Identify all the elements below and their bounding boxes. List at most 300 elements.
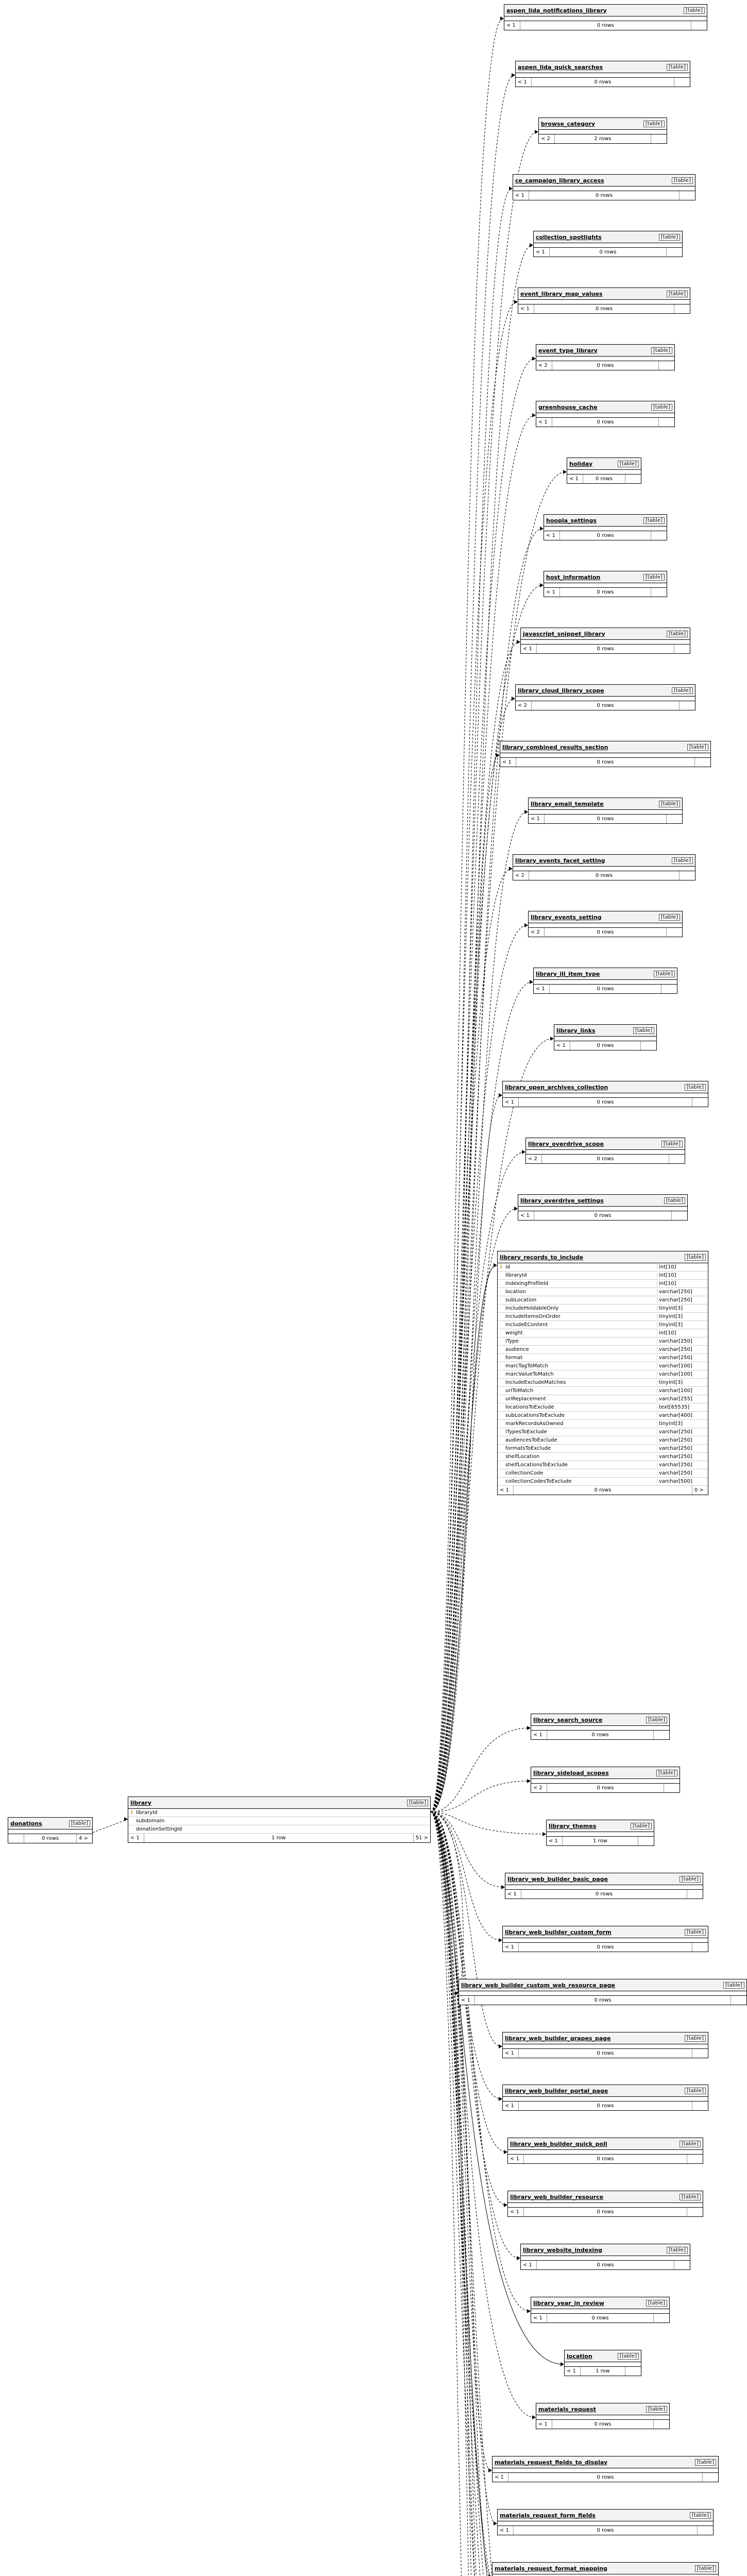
table-name[interactable]: holiday <box>569 460 593 467</box>
parent-count[interactable]: < 1 <box>565 2367 581 2376</box>
parent-count[interactable]: < 1 <box>521 2261 537 2269</box>
child-count[interactable] <box>667 928 682 937</box>
parent-count[interactable]: < 1 <box>531 2314 547 2323</box>
child-count[interactable] <box>687 1890 703 1899</box>
table-ce-campaign-library-access[interactable] <box>513 174 695 200</box>
parent-count[interactable]: < 1 <box>128 1834 144 1842</box>
table-body-spacer <box>513 867 695 871</box>
table-body-spacer <box>505 1885 703 1890</box>
table-name[interactable]: materials_request_format_mapping <box>495 2565 607 2572</box>
table-column-row[interactable] <box>498 1412 708 1420</box>
parent-count[interactable]: < 1 <box>518 304 534 313</box>
table-library-events-setting[interactable] <box>528 911 683 937</box>
table-name[interactable]: event_type_library <box>538 347 598 354</box>
table-name[interactable]: library_events_facet_setting <box>515 857 605 864</box>
table-name[interactable]: library_combined_results_section <box>502 743 608 751</box>
table-materials-request-format-mapping[interactable] <box>492 2562 719 2576</box>
table-body-spacer <box>498 2521 713 2526</box>
table-name[interactable]: materials_request_form_fields <box>500 2512 596 2519</box>
table-library-search-source[interactable] <box>531 1714 670 1740</box>
table-name[interactable]: materials_request_fields_to_display <box>495 2459 608 2466</box>
table-name[interactable]: library_sideload_scopes <box>533 1769 609 1776</box>
parent-count[interactable]: < 1 <box>534 248 550 257</box>
table-header <box>536 2403 669 2415</box>
table-library-open-archives-collection[interactable] <box>502 1081 708 1107</box>
table-column-row[interactable] <box>498 1296 708 1304</box>
parent-count[interactable]: < 1 <box>505 1890 521 1899</box>
table-column-row[interactable] <box>498 1461 708 1469</box>
child-count[interactable] <box>664 1784 680 1792</box>
child-count[interactable] <box>674 304 690 313</box>
table-name[interactable]: library_web_builder_portal_page <box>505 2087 608 2094</box>
parent-count[interactable]: < 2 <box>526 1155 542 1163</box>
table-collection-spotlights[interactable] <box>533 231 683 257</box>
table-header <box>534 231 682 243</box>
table-name[interactable]: collection_spotlights <box>536 233 602 241</box>
table-materials-request[interactable] <box>536 2403 670 2429</box>
table-header <box>529 911 682 923</box>
table-column-row[interactable] <box>498 1304 708 1313</box>
child-count[interactable] <box>667 248 682 257</box>
table-header <box>493 2456 718 2468</box>
table-type-badge: [table] <box>659 234 680 241</box>
table-header <box>516 685 695 697</box>
table-name[interactable]: library_ill_item_type <box>536 970 600 977</box>
table-name[interactable]: library_overdrive_settings <box>520 1197 604 1204</box>
column-name: marcValueToMatch <box>505 1371 554 1377</box>
child-count[interactable] <box>659 418 674 427</box>
table-header <box>508 2138 703 2150</box>
table-column-row[interactable] <box>128 1817 430 1825</box>
child-count[interactable] <box>731 1996 746 2005</box>
table-holiday[interactable] <box>567 457 641 484</box>
child-count[interactable] <box>654 2420 669 2429</box>
table-library-events-facet-setting[interactable] <box>513 854 695 880</box>
parent-count[interactable]: < 1 <box>498 1486 514 1495</box>
table-name[interactable]: greenhouse_cache <box>538 403 598 411</box>
table-name[interactable]: host_information <box>546 573 601 581</box>
table-type-badge: [table] <box>695 2565 716 2572</box>
child-count[interactable] <box>674 645 690 653</box>
relationship-arrowhead <box>501 1885 505 1889</box>
column-name: includeExcludeMatches <box>505 1380 566 1385</box>
table-aspen-lida-notifications-library[interactable] <box>504 4 707 30</box>
column-name: subLocationsToExclude <box>505 1413 565 1418</box>
relationship-line <box>431 1812 545 1834</box>
parent-count[interactable]: < 1 <box>536 2420 552 2429</box>
child-count[interactable] <box>692 2049 708 2058</box>
row-count: 0 rows <box>547 1731 654 1739</box>
table-column-row[interactable] <box>498 1280 708 1288</box>
table-name[interactable]: library <box>130 1799 151 1806</box>
table-body-spacer <box>536 2415 669 2420</box>
table-host-information[interactable] <box>544 571 667 597</box>
child-count[interactable] <box>672 1211 687 1220</box>
table-body-spacer <box>539 130 667 134</box>
column-name: locationsToExclude <box>505 1404 554 1410</box>
relationship-arrowhead <box>499 1093 502 1097</box>
relationship-line <box>431 1265 496 1812</box>
child-count[interactable] <box>654 1731 669 1739</box>
child-count[interactable] <box>674 78 690 87</box>
parent-count[interactable]: < 2 <box>536 361 552 370</box>
table-event-library-map-values[interactable] <box>518 287 690 314</box>
child-count[interactable] <box>692 1098 708 1107</box>
row-count: 0 rows <box>534 1211 672 1220</box>
child-count[interactable] <box>687 2155 703 2163</box>
table-name[interactable]: library_search_source <box>533 1716 603 1723</box>
row-count: 0 rows <box>524 2155 687 2163</box>
parent-count[interactable]: < 1 <box>518 1211 534 1220</box>
column-name: urlToMatch <box>505 1388 534 1394</box>
table-name[interactable]: library_email_template <box>531 800 604 807</box>
column-name: collectionCodesToExclude <box>505 1479 572 1484</box>
table-library[interactable] <box>128 1797 431 1843</box>
table-column-row[interactable] <box>498 1337 708 1346</box>
table-footer <box>554 1041 656 1050</box>
table-name[interactable]: location <box>567 2352 592 2360</box>
child-count[interactable] <box>625 2367 641 2376</box>
parent-count[interactable]: < 1 <box>521 645 537 653</box>
table-column-row[interactable] <box>498 1354 708 1362</box>
table-header <box>529 798 682 810</box>
parent-count[interactable]: < 1 <box>567 474 583 483</box>
row-count: 0 rows <box>537 645 674 653</box>
table-footer <box>503 2049 708 2058</box>
table-type-badge: [table] <box>646 1717 667 1723</box>
table-library-overdrive-scope[interactable] <box>525 1138 685 1164</box>
table-library-web-builder-grapes-page[interactable] <box>502 2032 708 2058</box>
parent-count[interactable] <box>8 1834 24 1843</box>
table-column-row[interactable] <box>498 1420 708 1428</box>
table-type-badge: [table] <box>672 857 693 864</box>
table-column-row[interactable] <box>128 1809 430 1817</box>
child-count[interactable] <box>687 2208 703 2216</box>
table-library-web-builder-portal-page[interactable] <box>502 2084 708 2111</box>
relationship-arrowhead <box>499 2097 502 2101</box>
parent-count[interactable]: < 1 <box>516 78 532 87</box>
table-name[interactable]: library_year_in_review <box>533 2299 604 2307</box>
column-type: varchar[400] <box>657 1413 706 1418</box>
table-header <box>531 1767 680 1779</box>
table-type-badge: [table] <box>659 914 680 921</box>
table-type-badge: [table] <box>69 1820 90 1827</box>
parent-count[interactable]: < 1 <box>508 2155 524 2163</box>
column-type: text[65535] <box>657 1404 706 1410</box>
table-name[interactable]: materials_request <box>538 2405 596 2413</box>
parent-count[interactable]: < 1 <box>504 21 520 30</box>
child-count[interactable]: 0 > <box>694 1487 704 1493</box>
parent-count[interactable]: < 2 <box>539 134 555 143</box>
table-name[interactable]: aspen_lida_quick_searches <box>518 63 603 71</box>
table-name[interactable]: library_open_archives_collection <box>505 1083 608 1091</box>
table-type-badge: [table] <box>618 461 639 467</box>
relationship-arrowhead <box>512 73 515 77</box>
table-name[interactable]: library_web_builder_custom_web_resource_page <box>461 1981 615 1989</box>
table-library-web-builder-quick-poll[interactable] <box>507 2138 703 2164</box>
parent-count[interactable]: < 1 <box>500 758 516 767</box>
column-type: int[10] <box>657 1264 706 1270</box>
child-count[interactable] <box>651 134 667 143</box>
table-column-row[interactable] <box>498 1321 708 1329</box>
column-type: varchar[250] <box>657 1338 706 1344</box>
child-count[interactable] <box>625 474 641 483</box>
row-count: 0 rows <box>542 1155 669 1163</box>
table-hoopla-settings[interactable] <box>544 514 667 540</box>
relationship-arrowhead <box>527 1726 531 1730</box>
column-type: varchar[255] <box>657 1396 706 1402</box>
table-footer <box>544 531 667 540</box>
table-header <box>128 1797 430 1809</box>
table-type-badge: [table] <box>685 1254 706 1261</box>
table-javascript-snippet-library[interactable] <box>520 628 690 654</box>
row-count: 0 rows <box>519 2102 692 2110</box>
table-column-row[interactable] <box>498 1436 708 1445</box>
table-name[interactable]: library_links <box>556 1027 596 1034</box>
parent-count[interactable]: < 1 <box>536 418 552 427</box>
column-name: iTypesToExclude <box>505 1429 547 1435</box>
table-column-row[interactable] <box>498 1478 708 1486</box>
table-footer <box>500 758 710 767</box>
relationship-arrowhead <box>530 243 533 247</box>
table-aspen-lida-quick-searches[interactable] <box>515 61 690 87</box>
parent-count[interactable]: < 1 <box>508 2208 524 2216</box>
table-browse-category[interactable] <box>538 117 667 144</box>
child-count[interactable] <box>669 1155 685 1163</box>
child-count[interactable] <box>680 701 695 710</box>
table-name[interactable]: hoopla_settings <box>546 517 597 524</box>
table-library-email-template[interactable] <box>528 798 683 824</box>
relationship-line <box>431 1812 491 2576</box>
table-library-web-builder-resource[interactable] <box>507 2191 703 2217</box>
child-count[interactable]: 51 > <box>415 1835 428 1841</box>
table-name[interactable]: javascript_snippet_library <box>523 630 605 637</box>
child-count[interactable] <box>641 1041 656 1050</box>
table-column-row[interactable] <box>498 1445 708 1453</box>
child-count[interactable] <box>661 985 677 993</box>
table-library-combined-results-section[interactable] <box>500 741 711 767</box>
parent-count[interactable]: < 2 <box>529 928 545 937</box>
relationship-arrowhead <box>550 1037 554 1041</box>
column-type: tinyint[3] <box>657 1322 706 1328</box>
table-library-links[interactable] <box>554 1024 657 1050</box>
child-count[interactable] <box>703 2473 718 2482</box>
table-footer <box>513 871 695 880</box>
parent-count[interactable]: < 1 <box>554 1041 570 1050</box>
table-name[interactable]: event_library_map_values <box>520 290 603 297</box>
column-type: varchar[100] <box>657 1371 706 1377</box>
table-column-row[interactable] <box>498 1263 708 1272</box>
child-count[interactable] <box>651 531 667 540</box>
table-library-website-indexing[interactable] <box>520 2244 690 2270</box>
row-count: 0 rows <box>550 248 667 257</box>
table-library-year-in-review[interactable] <box>531 2297 670 2323</box>
child-count[interactable] <box>654 2314 669 2323</box>
table-column-row[interactable] <box>498 1387 708 1395</box>
table-column-row[interactable] <box>128 1825 430 1834</box>
child-count[interactable] <box>651 588 667 597</box>
parent-count[interactable]: < 1 <box>459 1996 475 2005</box>
parent-count[interactable]: < 1 <box>531 1731 547 1739</box>
table-column-row[interactable] <box>498 1428 708 1436</box>
table-column-row[interactable] <box>498 1453 708 1461</box>
table-header <box>518 288 690 300</box>
table-name[interactable]: library_records_to_include <box>500 1253 584 1261</box>
relationship-arrowhead <box>527 2309 531 2313</box>
child-count[interactable] <box>680 871 695 880</box>
parent-count[interactable]: < 1 <box>503 2049 519 2058</box>
table-body-spacer <box>516 73 690 78</box>
relationship-arrowhead <box>488 2468 492 2472</box>
relationship-arrowhead <box>514 1207 518 1211</box>
table-column-row[interactable] <box>498 1403 708 1412</box>
table-name[interactable]: library_web_builder_custom_form <box>505 1928 612 1936</box>
table-header <box>544 571 667 583</box>
relationship-arrowhead <box>535 130 538 134</box>
table-donations[interactable] <box>8 1817 93 1843</box>
table-body-spacer <box>534 980 677 985</box>
table-library-themes[interactable] <box>546 1820 654 1846</box>
parent-count[interactable]: < 1 <box>503 1943 519 1952</box>
table-name[interactable]: library_overdrive_scope <box>528 1140 604 1147</box>
row-count: 0 rows <box>552 361 659 370</box>
child-count[interactable] <box>659 361 674 370</box>
parent-count[interactable]: < 2 <box>516 701 532 710</box>
child-count[interactable] <box>674 2261 690 2269</box>
table-column-row[interactable] <box>498 1395 708 1403</box>
table-name[interactable]: library_web_builder_quick_poll <box>510 2140 607 2147</box>
table-column-row[interactable] <box>498 1370 708 1379</box>
table-column-row[interactable] <box>498 1272 708 1280</box>
table-column-row[interactable] <box>498 1329 708 1337</box>
table-type-badge: [table] <box>631 1823 652 1829</box>
relationship-line <box>431 529 542 1812</box>
table-greenhouse-cache[interactable] <box>536 401 675 427</box>
child-count[interactable] <box>692 2102 708 2110</box>
table-column-row[interactable] <box>498 1379 708 1387</box>
child-count[interactable]: 4 > <box>79 1836 88 1841</box>
table-type-badge: [table] <box>685 2088 706 2094</box>
table-location[interactable] <box>564 2350 641 2376</box>
table-name[interactable]: library_cloud_library_scope <box>518 687 604 694</box>
table-footer <box>8 1834 92 1843</box>
table-name[interactable]: browse_category <box>541 120 596 127</box>
relationship-arrowhead <box>561 2362 564 2366</box>
relationship-arrowhead <box>527 1779 531 1783</box>
table-header <box>534 968 677 980</box>
row-count: 0 rows <box>534 304 674 313</box>
table-footer <box>508 2208 703 2216</box>
table-footer <box>498 1486 708 1495</box>
child-count[interactable] <box>667 815 682 823</box>
table-column-row[interactable] <box>498 1313 708 1321</box>
table-header <box>536 401 674 413</box>
table-type-badge: [table] <box>685 2035 706 2042</box>
parent-count[interactable]: < 1 <box>493 2473 508 2482</box>
table-library-web-builder-custom-form[interactable] <box>502 1926 708 1952</box>
table-library-records-to-include[interactable] <box>497 1251 708 1495</box>
child-count[interactable] <box>638 1837 654 1845</box>
table-name[interactable]: library_web_builder_basic_page <box>507 1875 608 1883</box>
table-name[interactable]: aspen_lida_notifications_library <box>506 7 607 14</box>
table-library-overdrive-settings[interactable] <box>518 1194 688 1221</box>
table-header <box>539 118 667 130</box>
relationship-arrowhead <box>496 753 500 757</box>
table-footer <box>529 928 682 937</box>
row-count: 0 rows <box>514 2526 698 2535</box>
parent-count[interactable]: < 1 <box>513 191 529 200</box>
parent-count[interactable]: < 2 <box>513 871 529 880</box>
table-body-spacer <box>503 1093 708 1098</box>
table-event-type-library[interactable] <box>536 344 675 370</box>
table-library-sideload-scopes[interactable] <box>531 1767 680 1793</box>
table-materials-request-fields-to-display[interactable] <box>492 2456 719 2482</box>
table-footer <box>508 2155 703 2163</box>
table-library-web-builder-custom-web-resource-page[interactable] <box>459 1979 747 2005</box>
parent-count[interactable]: < 1 <box>503 1098 519 1107</box>
table-column-row[interactable] <box>498 1288 708 1296</box>
table-library-web-builder-basic-page[interactable] <box>505 1873 703 1899</box>
parent-count[interactable]: < 1 <box>534 985 550 993</box>
table-header <box>547 1820 654 1832</box>
table-materials-request-form-fields[interactable] <box>497 2509 714 2535</box>
parent-count[interactable]: < 1 <box>498 2526 514 2535</box>
parent-count[interactable]: < 1 <box>503 2102 519 2110</box>
table-footer <box>498 2526 713 2535</box>
table-footer <box>521 645 690 653</box>
table-name[interactable]: library_web_builder_grapes_page <box>505 2035 611 2042</box>
row-count: 0 rows <box>532 78 674 87</box>
child-count[interactable] <box>698 2526 713 2535</box>
column-type: int[10] <box>657 1281 706 1286</box>
parent-count[interactable]: < 1 <box>529 815 545 823</box>
row-count: 0 rows <box>583 474 625 483</box>
parent-count[interactable]: < 1 <box>547 1837 563 1845</box>
parent-count[interactable]: < 2 <box>531 1784 547 1792</box>
column-type: tinyint[3] <box>657 1421 706 1427</box>
table-column-row[interactable] <box>498 1346 708 1354</box>
table-name[interactable]: library_events_setting <box>531 913 602 921</box>
table-name[interactable]: donations <box>10 1820 42 1827</box>
table-body-spacer <box>567 470 641 474</box>
child-count[interactable] <box>692 1943 708 1952</box>
relationship-arrowhead <box>504 2150 507 2154</box>
table-body-spacer <box>504 16 707 21</box>
table-header <box>503 1926 708 1938</box>
child-count[interactable] <box>691 21 707 30</box>
child-count[interactable] <box>695 758 710 767</box>
table-header <box>513 175 695 187</box>
relationship-arrowhead <box>509 187 513 191</box>
row-count: 0 rows <box>516 758 695 767</box>
table-column-row[interactable] <box>498 1362 708 1370</box>
parent-count[interactable]: < 1 <box>544 588 560 597</box>
table-name[interactable]: ce_campaign_library_access <box>515 177 604 184</box>
table-footer <box>539 134 667 143</box>
table-name[interactable]: library_web_builder_resource <box>510 2193 604 2200</box>
table-library-ill-item-type[interactable] <box>533 968 677 994</box>
row-count: 1 row <box>581 2367 625 2376</box>
relationship-line <box>431 1812 491 2576</box>
table-library-cloud-library-scope[interactable] <box>515 684 695 710</box>
relationship-arrowhead <box>500 16 504 21</box>
child-count[interactable] <box>680 191 695 200</box>
table-name[interactable]: library_themes <box>549 1822 597 1829</box>
table-column-row[interactable] <box>498 1469 708 1478</box>
table-name[interactable]: library_website_indexing <box>523 2246 602 2253</box>
parent-count[interactable]: < 1 <box>544 531 560 540</box>
table-type-badge: [table] <box>656 1770 677 1776</box>
